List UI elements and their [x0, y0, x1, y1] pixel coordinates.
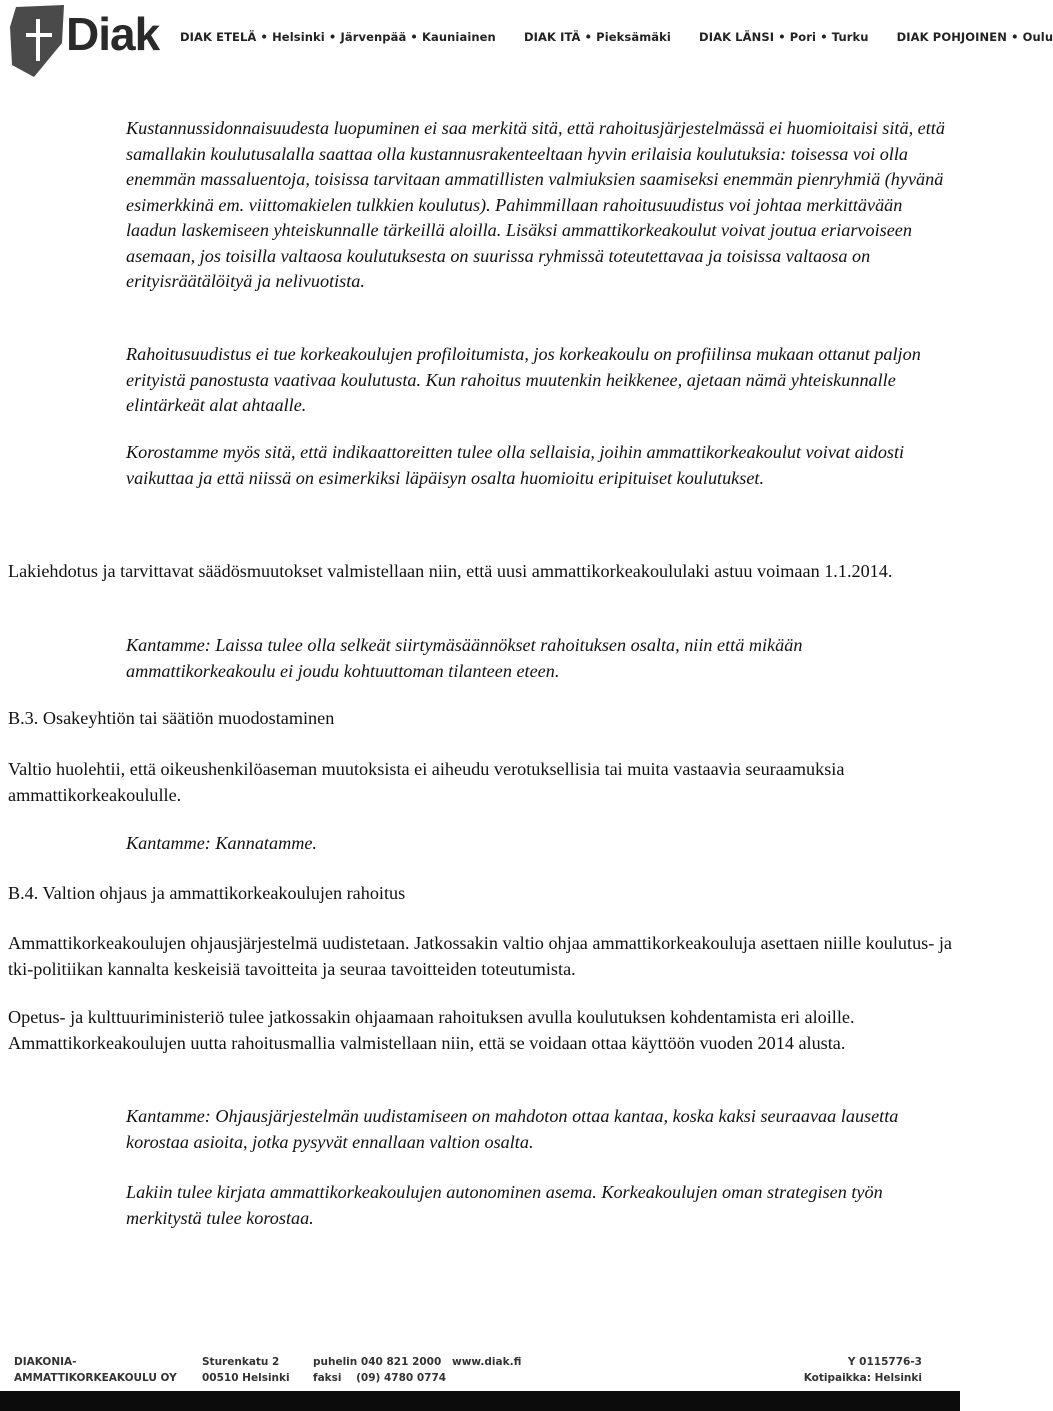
paragraph-stance-steering: Kantamme: Ohjausjärjestelmän uudistamiseen on mahdoton ottaa kantaa, koska kaksi seuraavaa lausetta korostaa asioita, jotka pysyvät ennallaan valtion osalta. [126, 1106, 899, 1152]
paragraph-stance-transition: Kantamme: Laissa tulee olla selkeät siirtymäsäännökset rahoituksen osalta, niin että mikään ammattikorkeakoulu ei joudu kohtuuttoman tilanteen eteen. [126, 635, 803, 681]
paragraph-steering-system: Ammattikorkeakoulujen ohjausjärjestelmä uudistetaan. Jatkossakin valtio ohjaa ammattikorkeakouluja asettaen niille koulutus- ja tki-politiikan kannalta keskeisiä tavoitteita ja seuraa tavoitteiden toteutumista. [8, 933, 952, 979]
paragraph-profiling: Rahoitusuudistus ei tue korkeakoulujen profiloitumista, jos korkeakoulu on profiilinsa mukaan ottanut paljon erityistä panostusta vaativaa koulutusta. Kun rahoitus muutenkin heikkenee, ajetaan nämä yhteiskunnalle elintärkeät alat ahtaalle. [126, 344, 921, 415]
footer-fax: faksi (09) 4780 0774 [313, 1372, 447, 1384]
campus-north: DIAK POHJOINEN • Oulu [896, 30, 1053, 44]
footer-company-info [804, 1354, 922, 1386]
campus-west: DIAK LÄNSI • Pori • Turku [699, 30, 869, 44]
footer-org-line1: DIAKONIA- [14, 1356, 77, 1368]
paragraph-law-proposal: Lakiehdotus ja tarvittavat säädösmuutokset valmistellaan niin, että uusi ammattikorkeakoululaki astuu voimaan 1.1.2014. [8, 561, 893, 581]
footer-street: Sturenkatu 2 [202, 1356, 280, 1368]
paragraph-legal-status: Valtio huolehtii, että oikeushenkilöaseman muutoksista ei aiheudu verotuksellisia tai muita vastaavia seuraamuksia ammattikorkeakoululle. [8, 759, 845, 805]
paragraph-ministry-funding: Opetus- ja kulttuuriministeriö tulee jatkossakin ohjaamaan rahoituksen avulla koulutuksen kohdentamista eri aloille. Ammattikorkeakoulujen uutta rahoitusmallia valmistellaan niin, että se voidaan ottaa käyttöön vuoden 2014 alusta. [8, 1007, 855, 1053]
page-header [0, 0, 1053, 80]
footer-website[interactable] [452, 1354, 521, 1370]
paragraph-stance-support: Kantamme: Kannatamme. [126, 833, 317, 853]
footer-address [202, 1354, 290, 1386]
heading-b3: B.3. Osakeyhtiön tai säätiön muodostaminen [8, 708, 335, 728]
footer-org-line2: AMMATTIKORKEAKOULU OY [14, 1372, 177, 1384]
paragraph-indicators: Korostamme myös sitä, että indikaattoreitten tulee olla sellaisia, joihin ammattikorkeakoulut voivat aidosti vaikuttaa ja että niissä on esimerkiksi läpäisyn osalta huomioitu eripituiset koulutukset. [126, 442, 905, 488]
logo-wordmark: Diak [66, 8, 160, 60]
campus-east: DIAK ITÄ • Pieksämäki [523, 30, 671, 44]
heading-b4: B.4. Valtion ohjaus ja ammattikorkeakoulujen rahoitus [8, 883, 406, 903]
footer-phone: puhelin 040 821 2000 [313, 1356, 442, 1368]
campus-south: DIAK ETELÄ • Helsinki • Järvenpää • Kauniainen [180, 30, 496, 44]
diak-logo [8, 3, 178, 79]
footer-business-id: Y 0115776-3 [847, 1356, 922, 1368]
diak-logo-icon [8, 3, 68, 79]
footer-domicile: Kotipaikka: Helsinki [803, 1372, 922, 1384]
campus-list [180, 30, 1053, 44]
paragraph-cost-dependency: Kustannussidonnaisuudesta luopuminen ei saa merkitä sitä, että rahoitusjärjestelmässä ei huomioitaisi sitä, että samallakin koulutusalalla saattaa olla kustannusrakenteeltaan hyvin erilaisia koulutuksia: toisessa voi olla enemmän massaluentoja, toisissa tarvitaan ammatillisten valmiuksien saamiseksi enemmän pienryhmiä (hyvänä esimerkkinä em. viittomakielen tulkkien koulutus). Pahimmillaan rahoitusuudistus voi johtaa merkittävään laadun laskemiseen yhteiskunnalle tärkeillä aloilla. Lisäksi ammattikorkeakoulut voivat joutua eriarvoiseen asemaan, jos toisilla valtaosa koulutuksesta on suurissa ryhmissä toteutettavaa ja toisissa valtaosa on erityisräätälöityä ja nelivuotista. [126, 118, 945, 291]
footer-web-link[interactable]: www.diak.fi [452, 1356, 522, 1368]
footer-bar [0, 1391, 960, 1411]
footer-postal: 00510 Helsinki [202, 1372, 290, 1384]
paragraph-stance-autonomy: Lakiin tulee kirjata ammattikorkeakoulujen autonominen asema. Korkeakoulujen oman strategisen työn merkitystä tulee korostaa. [126, 1182, 883, 1228]
page-footer [0, 1348, 960, 1411]
footer-organization [14, 1354, 177, 1386]
footer-contact [313, 1354, 446, 1386]
